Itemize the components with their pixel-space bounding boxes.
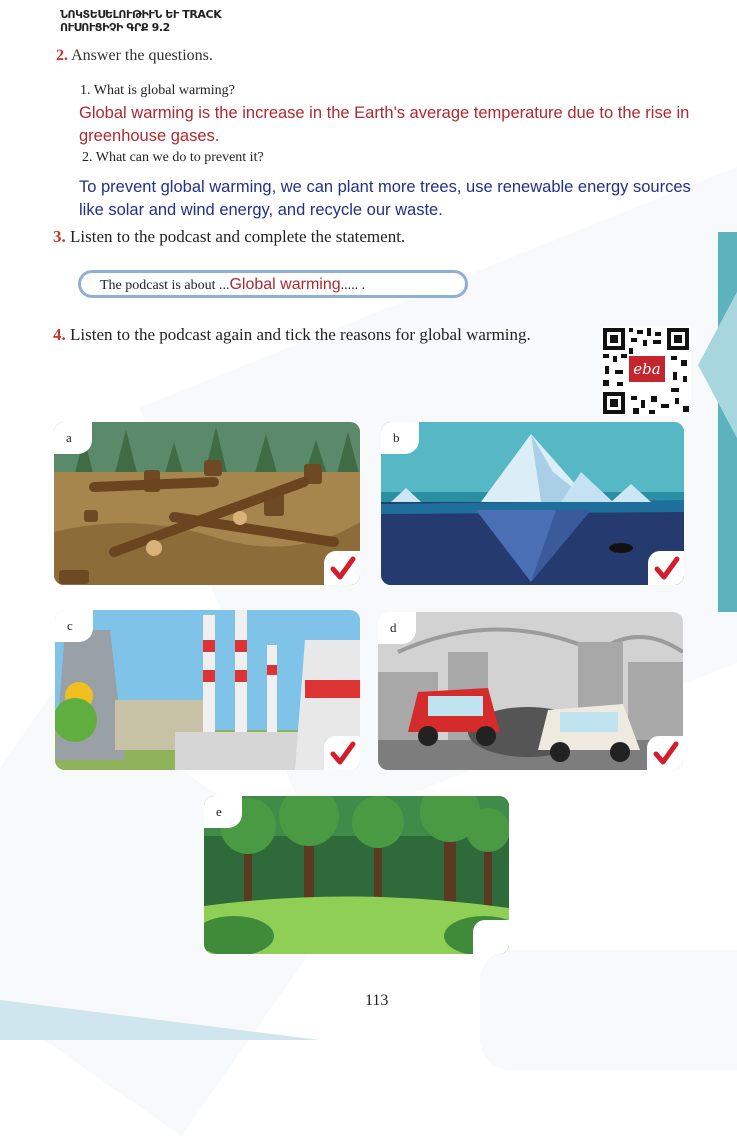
- panel-e-checkbox[interactable]: [473, 920, 509, 954]
- car-exhaust-image: [378, 612, 683, 770]
- section-3-label: Listen to the podcast and complete the statement.: [70, 227, 406, 246]
- panel-a-tab: [54, 422, 92, 454]
- qr-code[interactable]: [601, 326, 691, 416]
- image-panel-a[interactable]: [54, 422, 360, 585]
- forest-image: [204, 796, 509, 954]
- page-number: 113: [365, 992, 389, 1009]
- image-panel-e[interactable]: [204, 796, 509, 954]
- power-plant-image: [55, 610, 360, 770]
- qr-logo-text: eba: [633, 360, 661, 378]
- panel-c-tab: [55, 610, 93, 642]
- section-2-number: 2.: [56, 47, 68, 64]
- header-track: [60, 8, 221, 34]
- iceberg-image: [381, 422, 684, 585]
- panel-b-checkbox[interactable]: [648, 551, 684, 585]
- panel-a-letter: a: [66, 430, 72, 445]
- panel-d-tab: [378, 612, 416, 644]
- header-line-2: ՈՒՍՈՒՑԻՉԻ ԳՐՔ 9.2: [60, 21, 170, 34]
- panel-a-checkbox[interactable]: [324, 551, 360, 585]
- statement-suffix: ..... .: [340, 278, 366, 293]
- panel-c-checkbox[interactable]: [324, 736, 360, 770]
- statement-prefix: The podcast is about ...: [100, 278, 230, 293]
- check-icon: [324, 736, 360, 770]
- check-icon: [648, 551, 684, 585]
- check-icon: [647, 736, 683, 770]
- section-2-title: [56, 47, 213, 65]
- check-icon: [324, 551, 360, 585]
- panel-e-tab: [204, 796, 242, 828]
- qr-code-graphic: [601, 326, 691, 416]
- section-4-title: [53, 325, 531, 345]
- image-panel-d[interactable]: [378, 612, 683, 770]
- background-shape: [480, 950, 737, 1070]
- question-1: 1. What is global warming?: [80, 83, 235, 98]
- section-4-label: Listen to the podcast again and tick the reasons for global warming.: [70, 325, 531, 344]
- panel-d-letter: d: [390, 620, 397, 635]
- section-2-label: Answer the questions.: [71, 47, 213, 64]
- answer-1: Global warming is the increase in the Earth's average temperature due to the rise in greenhouse gases.: [79, 104, 690, 145]
- section-3-title: [53, 227, 405, 247]
- deforestation-image: [54, 422, 360, 585]
- section-4-number: 4.: [53, 325, 66, 344]
- panel-d-checkbox[interactable]: [647, 736, 683, 770]
- header-line-1: ՆՈԿՏԵՍԵԼՈՒԹԻՒՆ ԵՒ TRACK: [60, 8, 222, 21]
- statement: [100, 276, 365, 294]
- image-panel-c[interactable]: [55, 610, 360, 770]
- question-2: 2. What can we do to prevent it?: [82, 150, 264, 165]
- image-panel-b[interactable]: [381, 422, 684, 585]
- panel-b-letter: b: [393, 430, 400, 445]
- answer-2: To prevent global warming, we can plant more trees, use renewable energy sources like solar and wind energy, and recycle our waste.: [79, 178, 691, 219]
- panel-c-letter: c: [67, 618, 73, 633]
- panel-b-tab: [381, 422, 419, 454]
- panel-e-letter: e: [216, 804, 222, 819]
- section-3-number: 3.: [53, 227, 66, 246]
- statement-answer: Global warming: [229, 276, 341, 293]
